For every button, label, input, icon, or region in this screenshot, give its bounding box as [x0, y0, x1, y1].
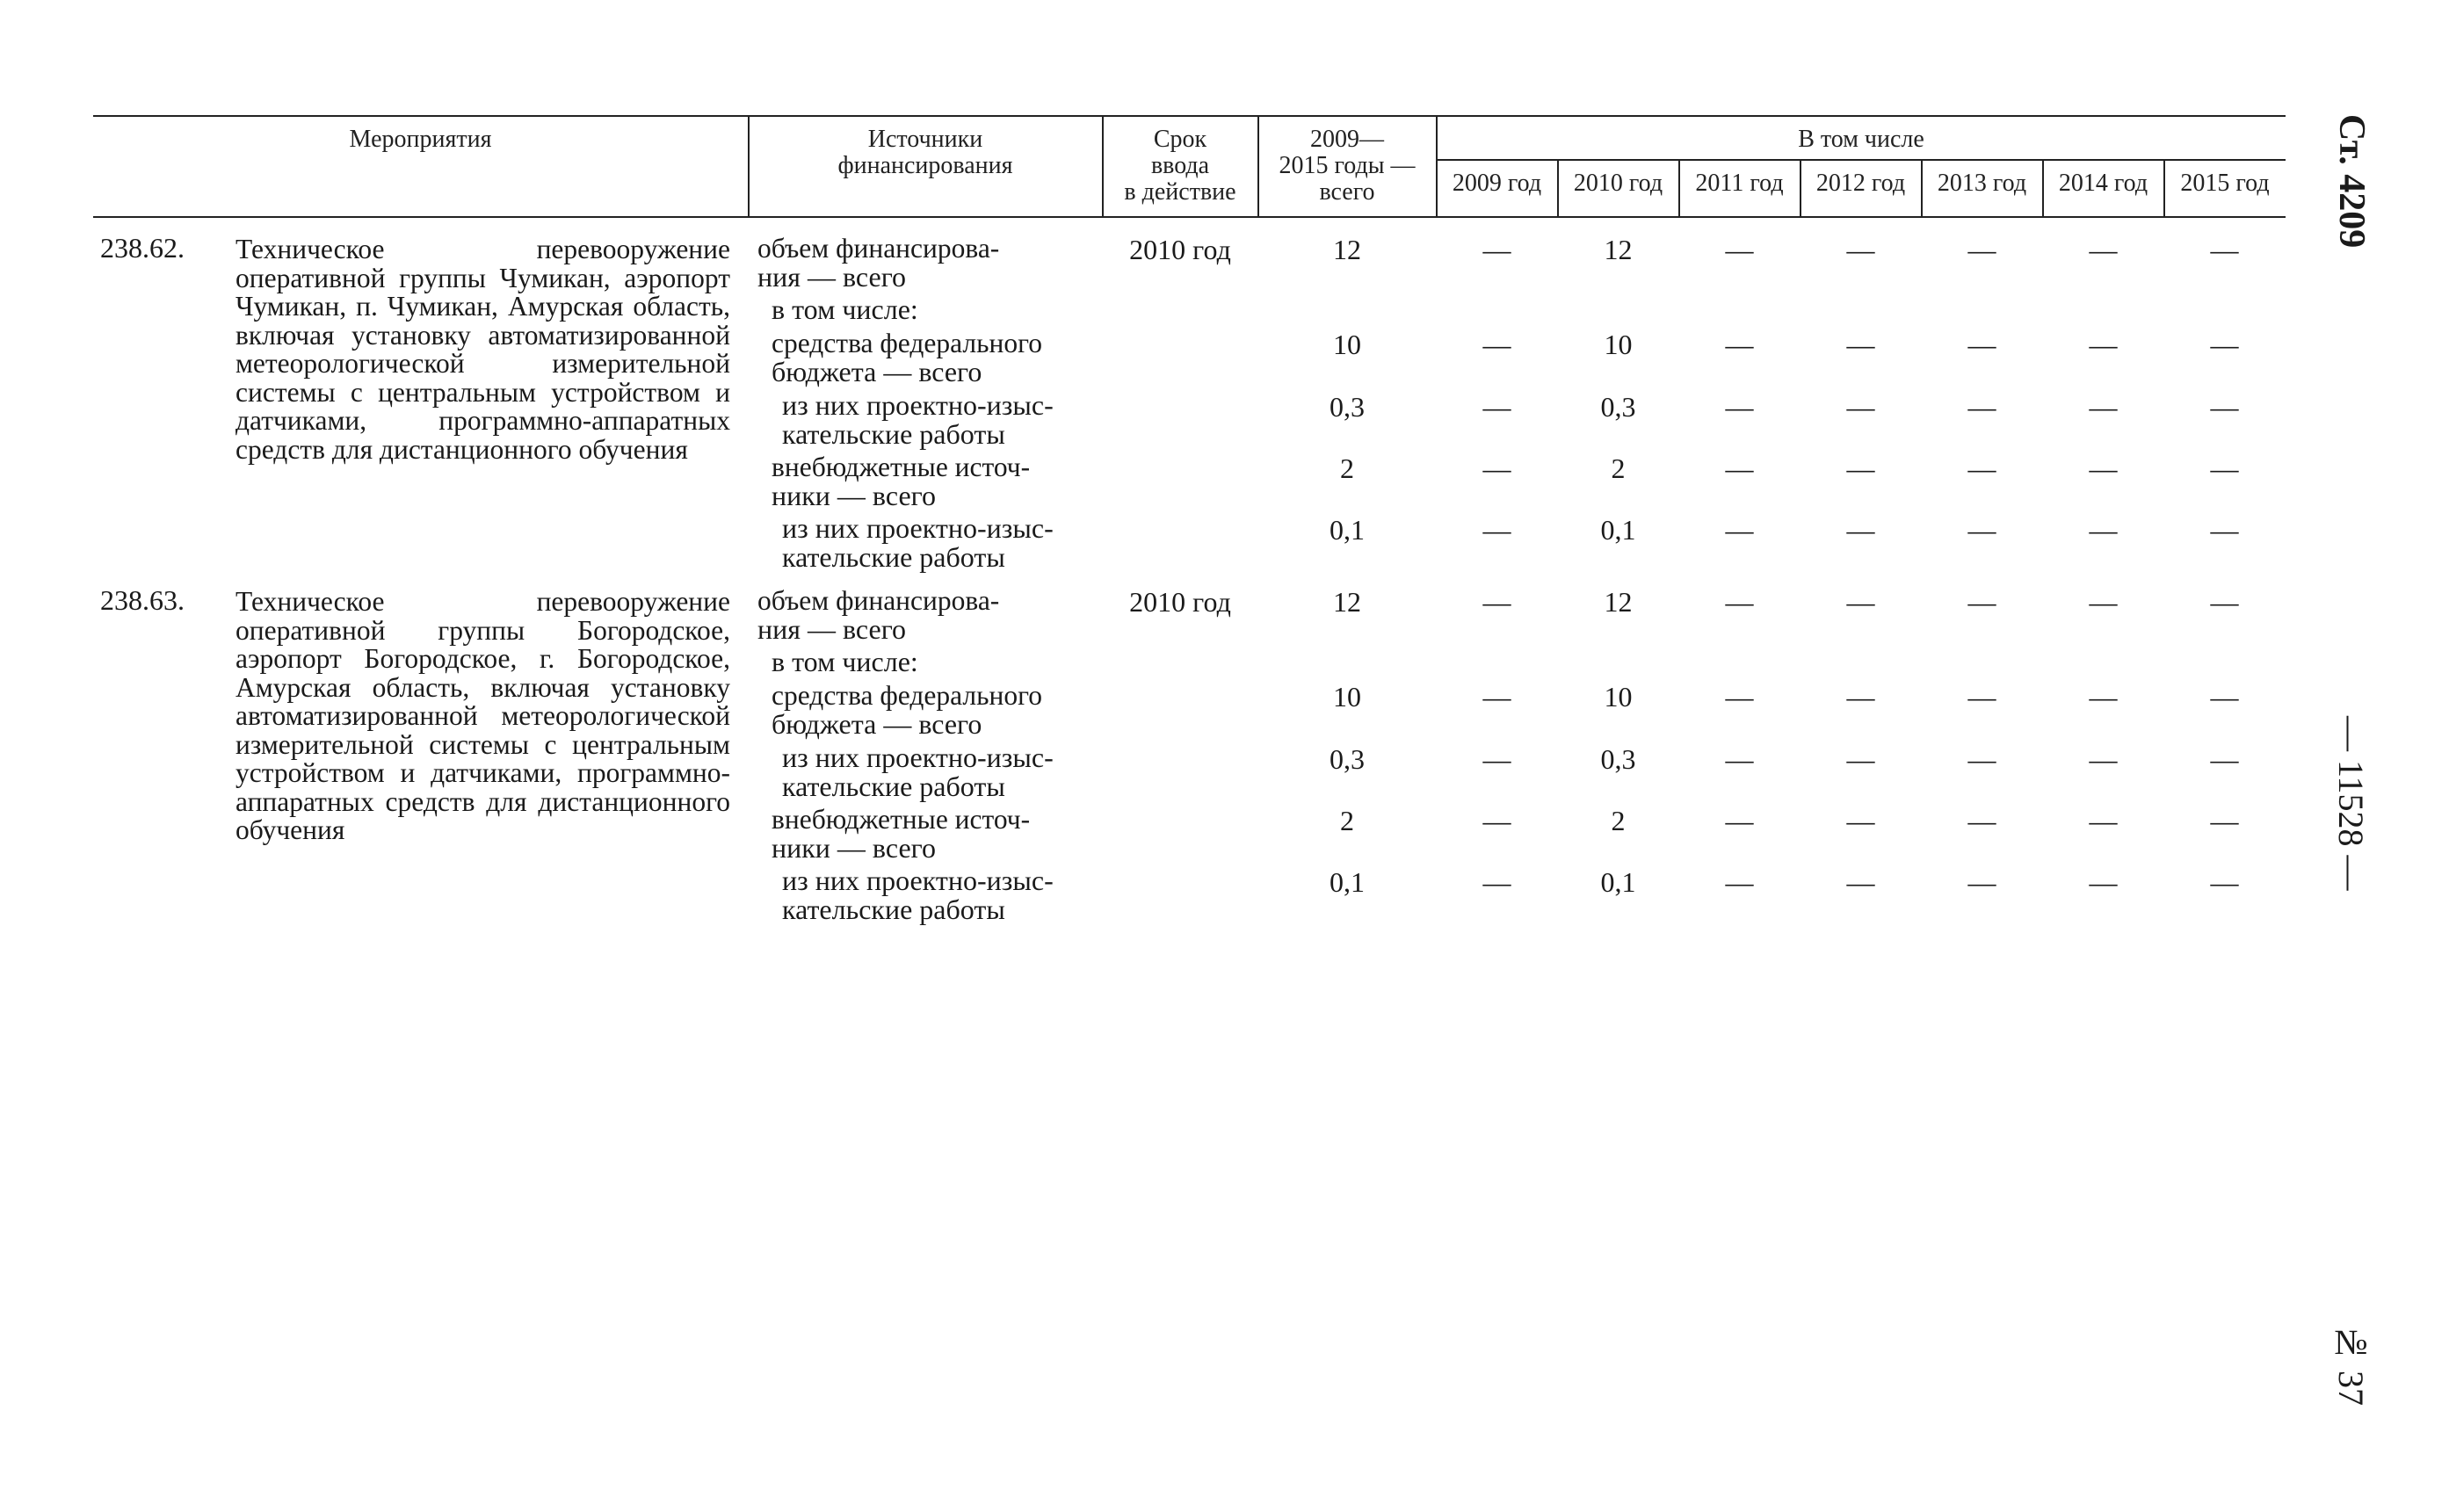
- source-line: объем финансирова-: [757, 233, 1000, 264]
- header-total-line2: 2015 годы —: [1279, 152, 1416, 179]
- value-2013: —: [1967, 391, 1996, 423]
- value-2011: —: [1725, 514, 1754, 546]
- source-line: в том числе:: [772, 293, 918, 325]
- row-number: 238.63.: [100, 584, 185, 616]
- value-2015: —: [2210, 452, 2239, 484]
- value-2014: —: [2089, 805, 2118, 836]
- header-bottom-rule: [93, 216, 2286, 218]
- value-2010: 12: [1604, 586, 1633, 618]
- value-2013: —: [1967, 514, 1996, 546]
- value-2014: —: [2089, 743, 2118, 775]
- value-2010: 0,1: [1600, 866, 1636, 898]
- value-2012: —: [1846, 805, 1875, 836]
- source-line: кательские работы: [782, 893, 1005, 925]
- source-line: бюджета — всего: [772, 356, 982, 387]
- value-total: 0,1: [1330, 514, 1365, 546]
- value-2015: —: [2210, 805, 2239, 836]
- header-year: 2014 год: [2058, 170, 2148, 197]
- value-total: 12: [1333, 586, 1361, 618]
- source-line: внебюджетные источ-: [772, 804, 1031, 835]
- source-line: из них проектно-изыс-: [782, 865, 1054, 896]
- value-2014: —: [2089, 586, 2118, 618]
- page-reference: Ст. 4209: [2331, 114, 2372, 249]
- value-2015: —: [2210, 514, 2239, 546]
- value-2011: —: [1725, 805, 1754, 836]
- row-description: Техническое перевооружение оперативной группы Чумикан, аэропорт Чумикан, п. Чумикан, Амурская область, включая установку автоматизированной метеорологической измерительной системы с центральным устройством и датчиками, программно-аппаратных средств для дистанционного обучения: [235, 234, 730, 465]
- source-line: ния — всего: [757, 613, 907, 645]
- header-term-line1: Срок: [1153, 126, 1207, 153]
- value-2011: —: [1725, 391, 1754, 423]
- value-2011: —: [1725, 234, 1754, 265]
- header-total-line1: 2009—: [1310, 126, 1384, 153]
- value-total: 10: [1333, 329, 1361, 360]
- value-2009: —: [1482, 391, 1511, 423]
- header-total-line3: всего: [1319, 178, 1375, 206]
- page-number: — 11528 —: [2331, 716, 2371, 891]
- value-2015: —: [2210, 866, 2239, 898]
- value-2010: 10: [1604, 681, 1633, 713]
- value-2015: —: [2210, 681, 2239, 713]
- issue-number: № 37: [2331, 1322, 2371, 1406]
- value-2010: 2: [1611, 452, 1626, 484]
- value-2014: —: [2089, 329, 2118, 360]
- value-2012: —: [1846, 743, 1875, 775]
- source-line: из них проектно-изыс-: [782, 512, 1054, 544]
- value-2012: —: [1846, 586, 1875, 618]
- row-description: Техническое перевооружение оперативной группы Богородское, аэропорт Богородское, г. Богородское, Амурская область, включая установку автоматизированной метеорологической измерительной системы с центральным устройством и датчиками, программно-аппаратных средств для дистанционного обучения: [235, 586, 730, 845]
- value-2012: —: [1846, 391, 1875, 423]
- header-year: 2010 год: [1573, 170, 1663, 197]
- commissioning-term: 2010 год: [1129, 234, 1231, 265]
- value-2010: 0,3: [1600, 391, 1636, 423]
- source-line: объем финансирова-: [757, 585, 1000, 616]
- value-2011: —: [1725, 681, 1754, 713]
- value-2012: —: [1846, 452, 1875, 484]
- value-2013: —: [1967, 586, 1996, 618]
- value-2013: —: [1967, 681, 1996, 713]
- value-2009: —: [1482, 681, 1511, 713]
- value-2009: —: [1482, 866, 1511, 898]
- value-2014: —: [2089, 866, 2118, 898]
- value-2009: —: [1482, 329, 1511, 360]
- value-total: 0,1: [1330, 866, 1365, 898]
- source-line: ния — всего: [757, 261, 907, 293]
- header-year: 2011 год: [1695, 170, 1784, 197]
- value-2013: —: [1967, 452, 1996, 484]
- value-2011: —: [1725, 329, 1754, 360]
- source-line: в том числе:: [772, 646, 918, 677]
- value-2015: —: [2210, 391, 2239, 423]
- value-2010: 0,3: [1600, 743, 1636, 775]
- value-2010: 0,1: [1600, 514, 1636, 546]
- value-2011: —: [1725, 743, 1754, 775]
- value-total: 2: [1340, 805, 1354, 836]
- value-2015: —: [2210, 743, 2239, 775]
- value-2012: —: [1846, 514, 1875, 546]
- value-2009: —: [1482, 743, 1511, 775]
- value-2009: —: [1482, 805, 1511, 836]
- source-line: ники — всего: [772, 832, 936, 864]
- value-2013: —: [1967, 234, 1996, 265]
- header-including: В том числе: [1798, 126, 1924, 153]
- value-2010: 10: [1604, 329, 1633, 360]
- value-2014: —: [2089, 391, 2118, 423]
- value-2013: —: [1967, 805, 1996, 836]
- value-2010: 12: [1604, 234, 1633, 265]
- value-2015: —: [2210, 234, 2239, 265]
- years-subheader-rule: [1436, 159, 2286, 161]
- value-2011: —: [1725, 866, 1754, 898]
- value-2013: —: [1967, 866, 1996, 898]
- value-2013: —: [1967, 329, 1996, 360]
- value-2014: —: [2089, 452, 2118, 484]
- value-2013: —: [1967, 743, 1996, 775]
- header-year: 2015 год: [2180, 170, 2270, 197]
- source-line: кательские работы: [782, 770, 1005, 802]
- value-2012: —: [1846, 234, 1875, 265]
- header-sources-line2: финансирования: [837, 152, 1013, 179]
- source-line: ники — всего: [772, 480, 936, 511]
- value-2010: 2: [1611, 805, 1626, 836]
- table-top-rule: [93, 115, 2286, 117]
- value-2011: —: [1725, 452, 1754, 484]
- value-2012: —: [1846, 866, 1875, 898]
- value-2014: —: [2089, 234, 2118, 265]
- value-2015: —: [2210, 329, 2239, 360]
- value-2011: —: [1725, 586, 1754, 618]
- source-line: средства федерального: [772, 328, 1042, 358]
- source-line: из них проектно-изыс-: [782, 742, 1054, 773]
- header-term-line3: в действие: [1124, 178, 1236, 206]
- value-2009: —: [1482, 234, 1511, 265]
- value-2009: —: [1482, 514, 1511, 546]
- value-total: 2: [1340, 452, 1354, 484]
- commissioning-term: 2010 год: [1129, 586, 1231, 618]
- value-2015: —: [2210, 586, 2239, 618]
- header-year: 2009 год: [1452, 170, 1542, 197]
- header-sources-line1: Источники: [867, 126, 983, 153]
- value-total: 10: [1333, 681, 1361, 713]
- row-number: 238.62.: [100, 232, 185, 264]
- header-year: 2012 год: [1815, 170, 1906, 197]
- value-2009: —: [1482, 586, 1511, 618]
- value-2009: —: [1482, 452, 1511, 484]
- value-2012: —: [1846, 329, 1875, 360]
- source-line: кательские работы: [782, 418, 1005, 450]
- value-total: 0,3: [1330, 743, 1365, 775]
- value-total: 0,3: [1330, 391, 1365, 423]
- header-year: 2013 год: [1937, 170, 2027, 197]
- value-total: 12: [1333, 234, 1361, 265]
- header-measures: Мероприятия: [349, 126, 492, 153]
- value-2014: —: [2089, 514, 2118, 546]
- source-line: кательские работы: [782, 541, 1005, 573]
- value-2012: —: [1846, 681, 1875, 713]
- source-line: внебюджетные источ-: [772, 452, 1031, 482]
- value-2014: —: [2089, 681, 2118, 713]
- header-term-line2: ввода: [1150, 152, 1210, 179]
- source-line: бюджета — всего: [772, 708, 982, 740]
- source-line: из них проектно-изыс-: [782, 389, 1054, 421]
- source-line: средства федерального: [772, 680, 1042, 711]
